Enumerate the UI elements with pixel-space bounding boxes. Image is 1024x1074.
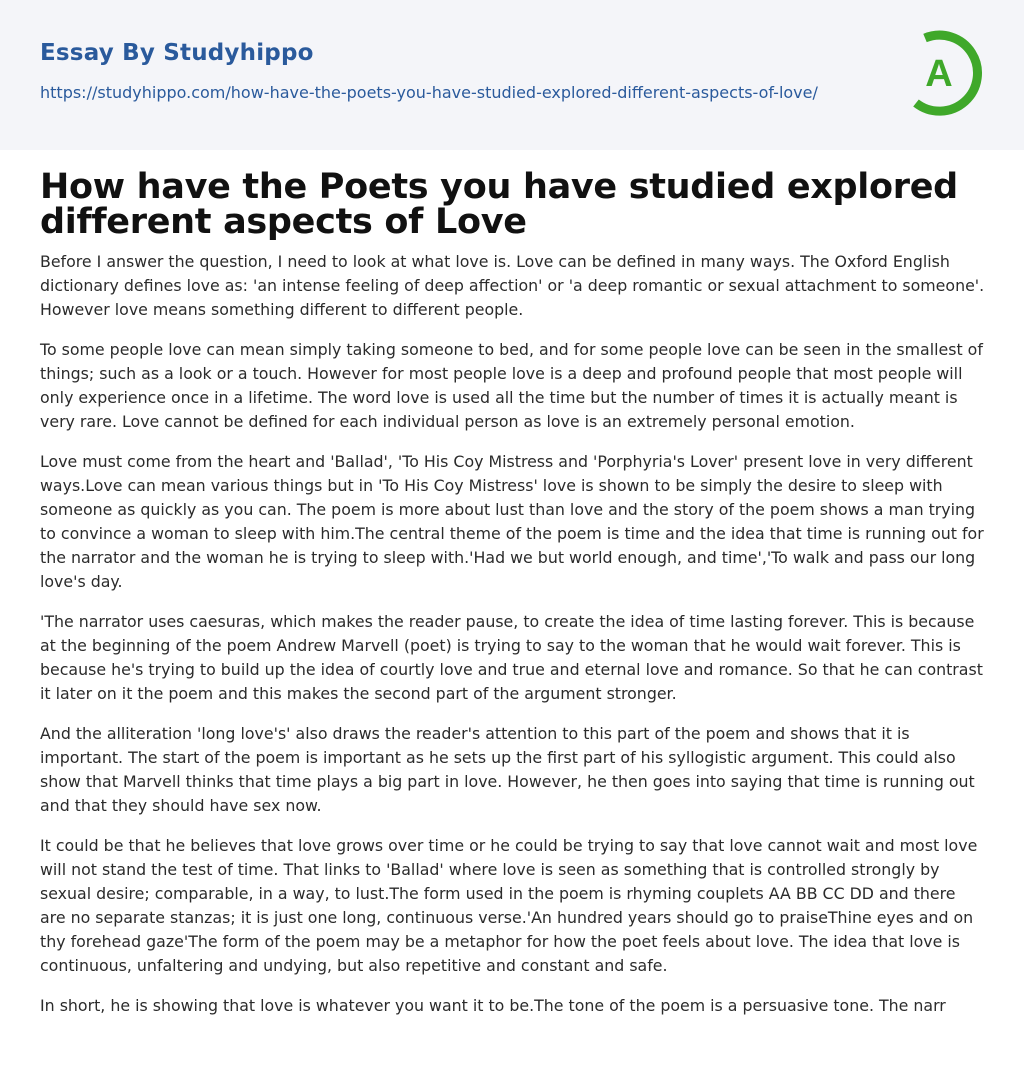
article-paragraph: And the alliteration 'long love's' also draws the reader's attention to this part of the poem and shows that it is important. The start of the poem is important as he sets up the first part of his syllogistic argument. This could also show that Marvell thinks that time plays a big part in love. However, he then goes into saying that time is running out and that they should have sex now. xyxy=(40,724,975,815)
article-paragraph: Love must come from the heart and 'Ballad', 'To His Coy Mistress and 'Porphyria's Lover' present love in very different ways.Love can mean various things but in 'To His Coy Mistress' love is shown to be simply the desire to sleep with someone as quickly as you can. The poem is more about lust than love and the story of the poem shows a man trying to convince a woman to sleep with him.The central theme of the poem is time and the idea that time is running out for the narrator and the woman he is trying to sleep with.'Had we but world enough, and time','To walk and pass our long love's day. xyxy=(40,452,984,591)
article-url-link[interactable]: https://studyhippo.com/how-have-the-poets-you-have-studied-explored-different-aspects-of-love/ xyxy=(40,83,818,102)
logo-letter: A xyxy=(925,53,953,95)
article-body xyxy=(40,167,986,1034)
article-title: How have the Poets you have studied explored different aspects of Love xyxy=(40,167,958,242)
article-paragraph-truncated: In short, he is showing that love is whatever you want it to be.The tone of the poem is a persuasive tone. The narr xyxy=(40,996,946,1015)
article-paragraph: Before I answer the question, I need to look at what love is. Love can be defined in many ways. The Oxford English dictionary defines love as: 'an intense feeling of deep affection' or 'a deep romantic or sexual attachment to someone'. However love means something different to different people. xyxy=(40,252,985,319)
studyhippo-logo-icon[interactable] xyxy=(898,28,988,118)
site-header xyxy=(0,0,1024,150)
article-paragraph: 'The narrator uses caesuras, which makes the reader pause, to create the idea of time lasting forever. This is because at the beginning of the poem Andrew Marvell (poet) is trying to say to the woman that he would wait forever. This is because he's trying to build up the idea of courtly love and true and eternal love and romance. So that he can contrast it later on it the poem and this makes the second part of the argument stronger. xyxy=(40,612,983,703)
site-brand-title[interactable]: Essay By Studyhippo xyxy=(40,40,314,66)
article-paragraph: To some people love can mean simply taking someone to bed, and for some people love can be seen in the smallest of things; such as a look or a touch. However for most people love is a deep and profound people that most people will only experience once in a lifetime. The word love is used all the time but the number of times it is actually meant is very rare. Love cannot be defined for each individual person as love is an extremely personal emotion. xyxy=(40,340,983,431)
article-paragraph: It could be that he believes that love grows over time or he could be trying to say that love cannot wait and most love will not stand the test of time. That links to 'Ballad' where love is seen as something that is controlled strongly by sexual desire; comparable, in a way, to lust.The form used in the poem is rhyming couplets AA BB CC DD and there are no separate stanzas; it is just one long, continuous verse.'An hundred years should go to praiseThine eyes and on thy forehead gaze'The form of the poem may be a metaphor for how the poet feels about love. The idea that love is continuous, unfaltering and undying, but also repetitive and constant and safe. xyxy=(40,836,978,975)
